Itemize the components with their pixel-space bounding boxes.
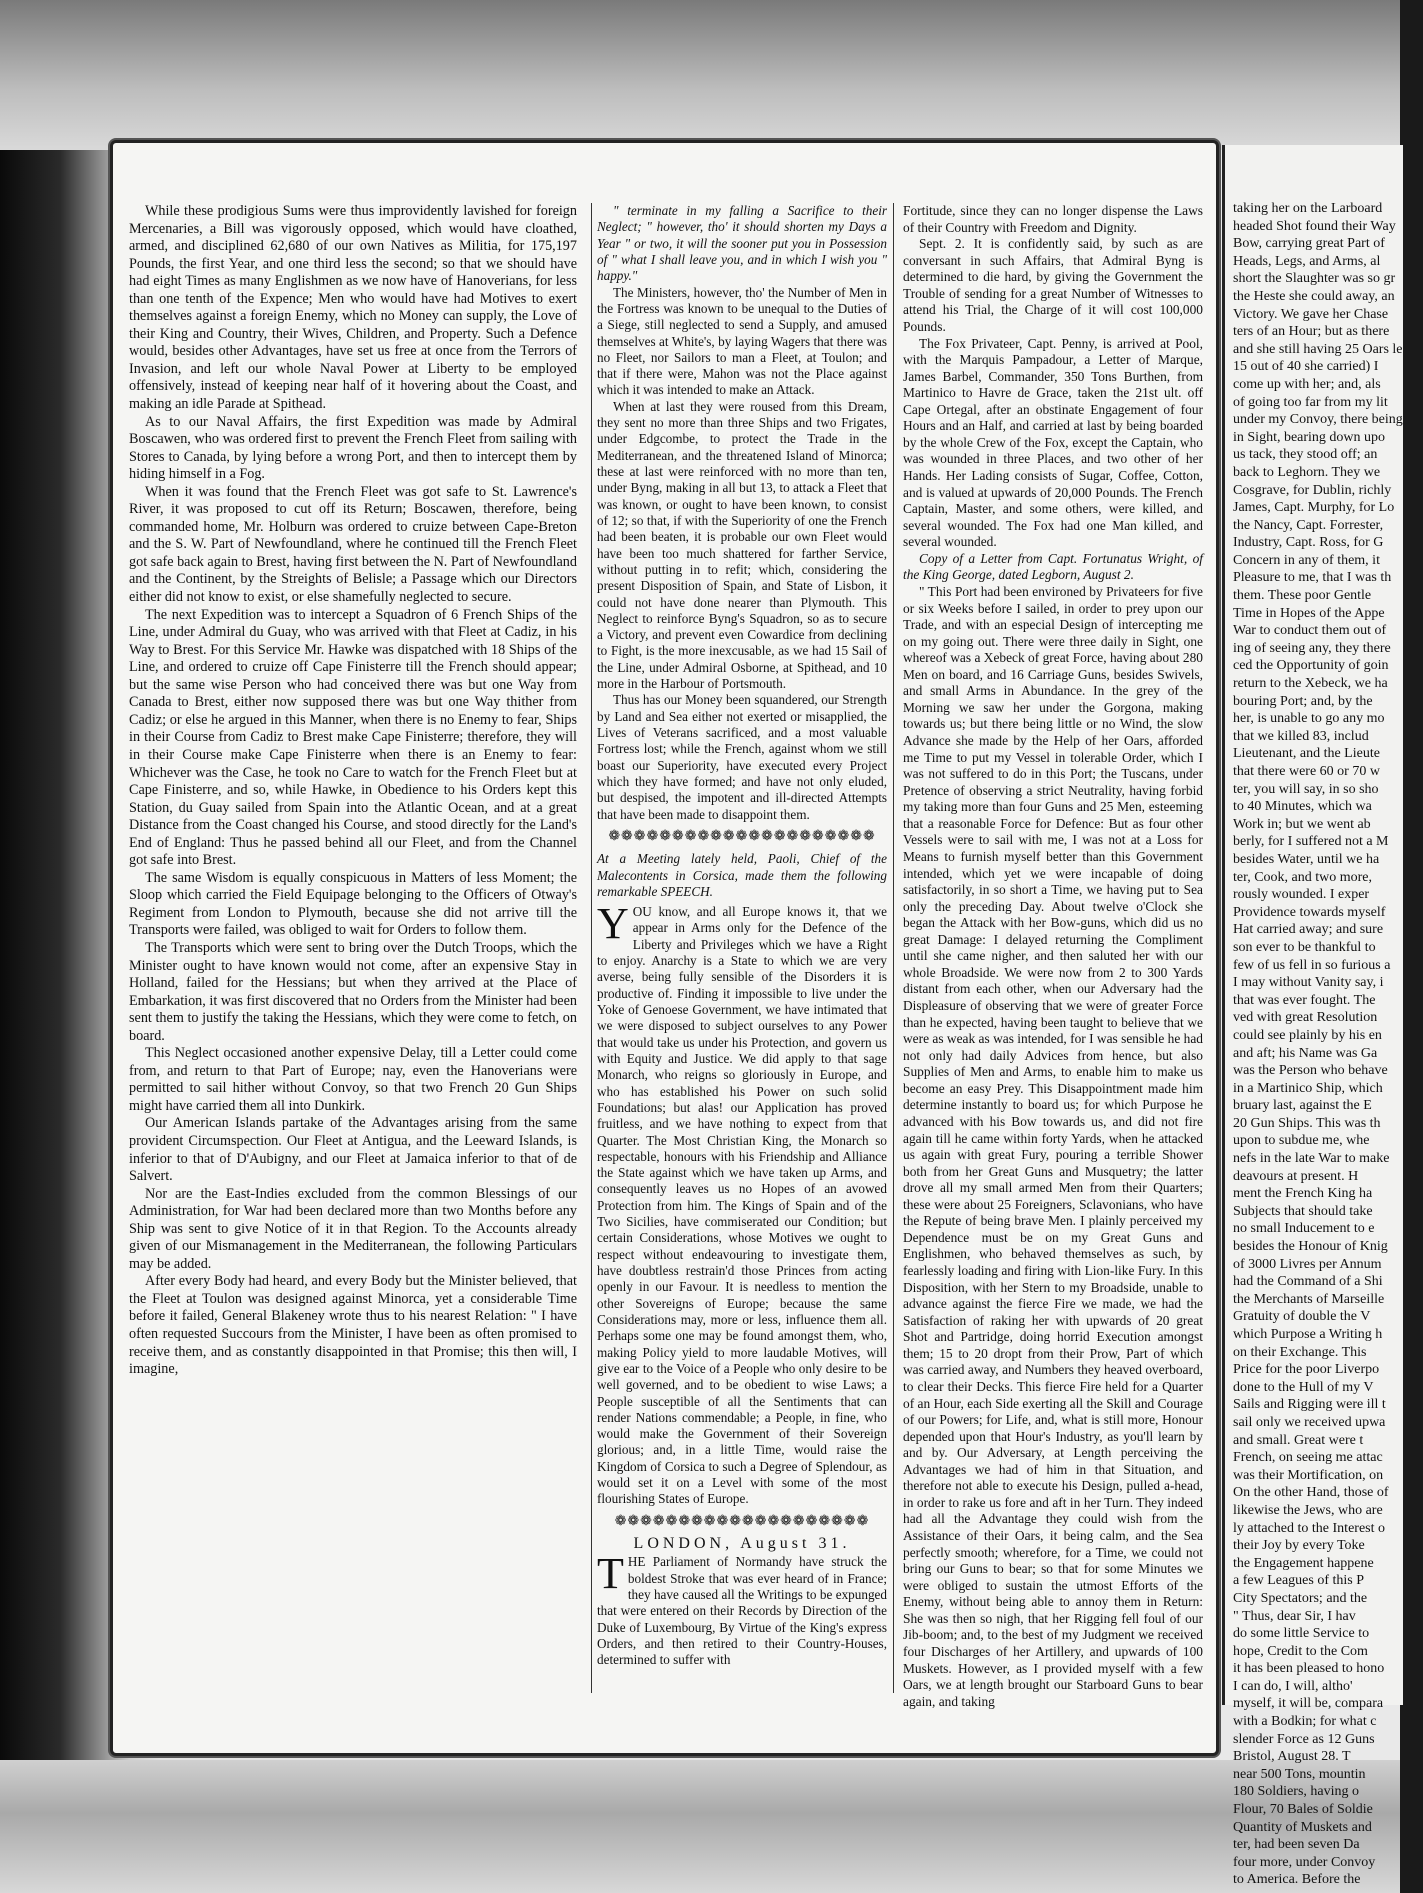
adjacent-page-line: few of us fell in so furious a [1233, 957, 1391, 973]
adjacent-page-line: Concern in any of them, it [1233, 552, 1380, 568]
speech [597, 899, 887, 1508]
adjacent-page-line: was their Mortification, on [1233, 1467, 1384, 1483]
adjacent-page-line: besides Water, until we ha [1233, 851, 1380, 867]
adjacent-page-line: the Merchants of Marseille [1233, 1291, 1385, 1307]
adjacent-page-line: done to the Hull of my V [1233, 1379, 1374, 1395]
adjacent-page-text [1233, 200, 1423, 1889]
london-report [597, 1549, 887, 1668]
adjacent-page-line: her, is unable to go any mo [1233, 711, 1385, 727]
adjacent-page-line: their Joy by every Toke [1233, 1538, 1365, 1554]
paragraph: Thus has our Money been squandered, our Strength by Land and Sea either not exerted or misapplied, the Lives of Veterans sacrificed, and a most valuable Fortress lost; while the French, against whom we still boast our Superiority, have executed every Project which they have formed; and have not only eluded, but despised, the impotent and ill-directed Attempts that have been made to disappoint them. [597, 692, 887, 822]
adjacent-page-line: us tack, they stood off; an [1233, 447, 1378, 463]
adjacent-page-line: the Nancy, Capt. Forrester, [1233, 517, 1384, 533]
paragraph: The Transports which were sent to bring over the Dutch Troops, which the Minister ought to have known would not come, after an expensive Stay in Holland, failed for the Hessians; but when they arrived at the Place of Embarkation, it was first discovered that no Orders from the Minister had been sent them to justify the taking the Hessians, which they were come to fetch, on board. [129, 939, 577, 1044]
adjacent-page-line: ter, had been seven Da [1233, 1837, 1360, 1853]
letter-text: " This Port had been environed by Privateers for five or six Weeks before I sailed, in order to prey upon our Trade, and with an especial Design of intercepting me on my going out. There were three daily in Sight, one whereof was a Xebeck of great Force, having about 280 Men on board, and 16 Carriage Guns, besides Swivels, and small Arms in Abundance. In the grey of the Morning we saw her under the Gorgona, making towards us; but there being little or no Wind, the slow Advance she made by the Help of her Oars, afforded me Time to put my Vessel in tolerable Order, which I was not suffered to do in this Port; the Tuscans, under Pretence of observing a strict Neutrality, having forbid my taking more than four Guns and 25 Men, esteeming that a reasonable Force for Defence: But as four other Vessels were to sail with me, I was not at a Loss for Means to furnish myself better than this Government intended, which yet we were incapable of doing satisfactorily, in so short a Time, we having put to Sea only the preceding Day. About twelve o'Clock she began the Attack with her Bow-guns, which did us no great Damage: I delayed returning the Compliment until she came nigher, and then saluted her with our whole Broadside. We were now from 2 to 300 Yards distant from each other, when our Adversary had the Displeasure of observing that we were of greater Force than he expected, having been taught to believe that we were as weak as was intended, for I was sensible he had not only had daily Advices from hence, but also Supplies of Men and Arms, to enable him to make us become an easy Prey. This Disappointment made him determine instantly to board us; for which Purpose he advanced with his Bow towards us, and did not fire again till he came within forty Yards, when he attacked us again with great Fury, pouring a terrible Shower both from her Great Guns and Musquetry; the latter drove all my small armed Men from their Quarters; these were about 25 Foreigners, Sclavonians, who have the Repute of being brave Men. I plainly perceived my Dependence must be on my Great Guns and Englishmen, who behaved themselves as such, by fearlessly loading and firing with Lion-like Fury. In this Disposition, with her Stern to my Broadside, unable to advance against the fierce Fire we made, we had the Satisfaction of raking her with upwards of 20 great Shot and Partridge, doing horrid Execution amongst them; 15 to 20 dropt from their Prow, Part of which was carried away, and Numbers they heaved overboard, to clear their Decks. This fierce Fire held for a Quarter of an Hour, each Side exerting all the Skill and Courage of our Powers; for Life, and, what is still more, Honour depended upon that Hour's Industry, as you'll learn by and by. Our Adversary, at Length perceiving the Advantages we had of him in that Situation, and therefore not able to execute his Design, pulled a-head, in order to rake us fore and aft in her Turn. They indeed had all the Advantage they could wish from the Assistance of their Oars, it being calm, and the Sea perfectly smooth; wherefore, for a Time, we could not bring our Guns to bear; so that for some Minutes we were obliged to sustain the utmost Efforts of the Enemy, without being able to annoy them in Return: She was then so nigh, that her Rigging fell foul of our Jib-boom; and, to the best of my Judgment we received four Discharges of her Artillery, and upwards of 100 Muskets. However, as I provided myself with a few Oars, we at length brought our Starboard Guns to bear again, and taking [903, 583, 1203, 1709]
adjacent-page-line: four more, under Convoy [1233, 1854, 1376, 1870]
adjacent-page-line: son ever to be thankful to [1233, 939, 1376, 955]
adjacent-page-line: ters of an Hour; but as there [1233, 324, 1390, 340]
adjacent-page-line: under my Convoy, there being [1233, 412, 1403, 428]
adjacent-page-line: to 40 Minutes, which wa [1233, 799, 1372, 815]
adjacent-page-line: Lieutenant, and the Lieute [1233, 746, 1380, 762]
adjacent-page-line: and small. Great were t [1233, 1432, 1364, 1448]
ornament-divider: ❁❁❁❁❁❁❁❁❁❁❁❁❁❁❁❁❁❁❁❁❁ [608, 828, 876, 844]
paragraph: When it was found that the French Fleet was got safe to St. Lawrence's River, it was proposed to cut off its Return; Boscawen, therefore, being commanded home, Mr. Holburn was ordered to cruize between Cape-Breton and the S. W. Part of Newfoundland, where he continued till the French Fleet got safe back again to Brest, having first between the N. Part of Newfoundland and the Continent, by the Streights of Belisle; a Passage which our Directors either did not know to exist, or else shamefully neglected to secure. [129, 483, 577, 606]
adjacent-page-line: Gratuity of double the V [1233, 1309, 1371, 1325]
newspaper-page [110, 140, 1219, 1756]
paragraph: As to our Naval Affairs, the first Expedition was made by Admiral Boscawen, who was ordered first to prevent the French Fleet from sailing with Stores to Canada, by lying before a wrong Port, and then to intercept them by hiding himself in a Fog. [129, 413, 577, 483]
adjacent-page-line: 180 Soldiers, having o [1233, 1784, 1359, 1800]
adjacent-page-line: sail only we received upwa [1233, 1414, 1386, 1430]
adjacent-page-line: Time in Hopes of the Appe [1233, 605, 1385, 621]
adjacent-page-line: had the Command of a Shi [1233, 1274, 1383, 1290]
adjacent-page-line: on their Exchange. This [1233, 1344, 1367, 1360]
adjacent-page-line: 20 Gun Ships. This was th [1233, 1115, 1381, 1131]
adjacent-page-line: Bristol, August 28. T [1233, 1749, 1351, 1765]
paragraph: After every Body had heard, and every Body but the Minister believed, that the Fleet at Toulon was designed against Minorca, yet a considerable Time before it failed, General Blakeney wrote thus to his nearest Relation: " I have often requested Succours from the Minister, I have been as often promised to receive them, and as constantly disappointed in that Promise; this then will, I imagine, [129, 1273, 577, 1378]
adjacent-page-line: come up with her; and, als [1233, 376, 1381, 392]
adjacent-page-line: French, on seeing me attac [1233, 1450, 1383, 1466]
adjacent-page-line: return to the Xebeck, we ha [1233, 676, 1388, 692]
adjacent-page-line: bruary last, against the E [1233, 1098, 1372, 1114]
adjacent-page-line: hope, Credit to the Com [1233, 1643, 1368, 1659]
adjacent-page-line: Industry, Capt. Ross, for G [1233, 535, 1384, 551]
adjacent-page-line: in Sight, bearing down upo [1233, 429, 1386, 445]
adjacent-page-line: ter, you will say, in so sho [1233, 781, 1379, 797]
adjacent-page-line: myself, it will be, compara [1233, 1696, 1384, 1712]
paragraph: Our American Islands partake of the Advantages arising from the same provident Circumspection. Our Fleet at Antigua, and the Leeward Islands, is inferior to that of D'Aubigny, and our Fleet at Jamaica inferior to that of de Salvert. [129, 1115, 577, 1185]
london-text: HE Parliament of Normandy have struck the boldest Stroke that was ever heard of in France; they have caused all the Writings to be expunged that were entered on their Records by Direction of the Duke of Luxembourg, By Virtue of the King's express Orders, and then retired to their Country-Houses, determined to suffer with [597, 1554, 887, 1668]
adjacent-page-line: Price for the poor Liverpo [1233, 1362, 1380, 1378]
adjacent-page-line: Flour, 70 Bales of Soldie [1233, 1802, 1373, 1818]
adjacent-page-line: nefs in the late War to make [1233, 1151, 1390, 1167]
paragraph: The same Wisdom is equally conspicuous in Matters of less Moment; the Sloop which carried the Field Equipage belonging to the Officers of Otway's Regiment from London to Plymouth, because she did not arrive till the Transports were failed, was obliged to wait for Orders to follow them. [129, 869, 577, 939]
adjacent-page-line: deavours at present. H [1233, 1168, 1359, 1184]
adjacent-page-line: that we killed 83, includ [1233, 728, 1369, 744]
adjacent-page-line: of 3000 Livres per Annum [1233, 1256, 1382, 1272]
adjacent-page-line: it has been pleased to hono [1233, 1661, 1385, 1677]
adjacent-page-line: taking her on the Larboard [1233, 201, 1383, 216]
scan-bottom-shadow [0, 1760, 1400, 1893]
adjacent-page-line: Sails and Rigging were ill t [1233, 1397, 1386, 1413]
adjacent-page-line: bouring Port; and, by the [1233, 693, 1373, 709]
adjacent-page-line: with a Bodkin; for what c [1233, 1714, 1377, 1730]
adjacent-page-line: them. These poor Gentle [1233, 588, 1372, 604]
drop-cap: T [597, 1549, 624, 1599]
ornament-divider: ❁❁❁❁❁❁❁❁❁❁❁❁❁❁❁❁❁❁❁❁ [614, 1513, 870, 1529]
adjacent-page-line: short the Slaughter was so gr [1233, 271, 1396, 287]
paragraph: Nor are the East-Indies excluded from the common Blessings of our Administration, for War had been declared more than two Months before any Ship was sent to give Notice of it in that Region. To the Accounts already given of our Mismanagement in the Mediterranean, the following Particulars may be added. [129, 1185, 577, 1272]
adjacent-page-line: that there were 60 or 70 w [1233, 764, 1380, 779]
letter-heading: Copy of a Letter from Capt. Fortunatus Wright, of the King George, dated Legborn, August 2. [903, 550, 1203, 583]
adjacent-page-line: ment the French King ha [1233, 1186, 1373, 1202]
scan-top-shadow [0, 0, 1400, 150]
adjacent-page-line: ly attached to the Interest o [1233, 1520, 1385, 1536]
column-2 [597, 203, 887, 1669]
adjacent-page [1222, 145, 1403, 1888]
adjacent-page-line: Bow, carrying great Part of [1233, 236, 1385, 252]
adjacent-page-line: Victory. We gave her Chase [1233, 306, 1389, 322]
adjacent-page-line: which Purpose a Writing h [1233, 1327, 1383, 1342]
adjacent-page-line: headed Shot found their Way [1233, 218, 1396, 234]
adjacent-page-line: Subjects that should take [1233, 1203, 1373, 1219]
adjacent-page-line: could see plainly by his en [1233, 1027, 1382, 1043]
adjacent-page-line: " Thus, dear Sir, I hav [1233, 1608, 1356, 1624]
adjacent-page-line: a few Leagues of this P [1233, 1573, 1365, 1589]
adjacent-page-line: besides the Honour of Knig [1233, 1239, 1388, 1255]
paragraph: Fortitude, since they can no longer dispense the Laws of their Country with Freedom and Dignity. [903, 203, 1203, 235]
adjacent-page-line: James, Capt. Murphy, for Lo [1233, 500, 1395, 516]
paragraph: While these prodigious Sums were thus improvidently lavished for foreign Mercenaries, a Bill was vigorously opposed, which would have cloathed, armed, and disciplined 62,680 of our own Natives as Militia, for 175,197 Pounds, the first Year, and one third less the second; so that we should have had eight Times as many Englishmen as we now have of Hanoverians, for less than one tenth of the Expence; Men who would have had Motives to exert themselves against a foreign Enemy, which no Money can supply, the Love of their King and Country, their Wives, Children, and Property. Such a Defence would, besides other Advantages, have set us free at once from the Terrors of Invasion, and left our whole Naval Power at Liberty to be employed offensively, instead of keeping near half of it hovering about the Coast, and making an idle Parade at Spithead. [129, 203, 577, 413]
column-1 [129, 203, 577, 1379]
adjacent-page-line: City Spectators; and the [1233, 1590, 1368, 1606]
adjacent-page-line: Work in; but we went ab [1233, 816, 1371, 832]
column-rule [893, 203, 894, 1693]
paragraph: Sept. 2. It is confidently said, by such as are conversant in such Affairs, that Admiral Byng is determined to die hard, by giving the Government the Trouble of sending for a great Number of Witnesses to attend his Trial, the Charge of it will cost 100,000 Pounds. [903, 236, 1203, 334]
adjacent-page-line: the Heste she could away, an [1233, 288, 1395, 304]
adjacent-page-line: that was ever fought. The [1233, 992, 1376, 1008]
adjacent-page-line: of going too far from my lit [1233, 394, 1388, 410]
adjacent-page-line: near 500 Tons, mountin [1233, 1766, 1366, 1782]
paragraph: The Fox Privateer, Capt. Penny, is arrived at Pool, with the Marquis Pampadour, a Letter of Marque, James Barbel, Commander, 350 Tons Burthen, from Martinico to Havre de Grace, taken the 21st ult. off Cape Ortegal, after an obstinate Engagement of four Hours and an Half, and carried at last by being boarded by the whole Crew of the Fox, except the Captain, who was wounded in three Places, and two other of her Hands. Her Lading consists of Sugar, Coffee, Cotton, and is valued at upwards of 20,000 Pounds. The French Captain, Master, and some others, were killed, and several wounded. The Fox had one Man killed, and several wounded. [903, 335, 1203, 550]
adjacent-page-line: rously wounded. I exper [1233, 887, 1370, 903]
paragraph: " terminate in my falling a Sacrifice to their Neglect; " however, tho' it should shorten my Days a Year " or two, it will the sooner put you in Possession of " what I shall leave you, and in which I wish you " happy." [597, 203, 887, 284]
paragraph: When at last they were roused from this Dream, they sent no more than three Ships and two Frigates, under Edgcombe, to protect the Trade in the Mediterranean, and the threatened Island of Minorca; these at last were reinforced with no more than ten, under Byng, making in all but 13, to attack a Fleet that was known, or ought to have been known, to consist of 12; so that, if with the Superiority of one the French had been beaten, it is probable our own Fleet would have been too much shattered for farther Service, without putting in to refit; which, considering the present Disposition of Spain, and State of Lisbon, it could not have done nearer than Plymouth. This Neglect to reinforce Byng's Squadron, so as to secure a Victory, and prevent even Cowardice from declining to Fight, is the more inexcusable, as we had 15 Sail of the Line, under Admiral Osborne, at Spithead, and 10 more in the Harbour of Portsmouth. [597, 398, 887, 692]
paragraph: The Ministers, however, tho' the Number of Men in the Fortress was known to be unequal to the Duties of a Siege, still neglected to send a Supply, and amused themselves at White's, by laying Wagers that there was no Fleet, nor Sailors to man a Fleet, at Toulon; and that if there were, Mahon was not the Place against which it was intended to make an Attack. [597, 284, 887, 398]
adjacent-page-line: and aft; his Name was Ga [1233, 1045, 1378, 1061]
adjacent-page-line: ced the Opportunity of goin [1233, 658, 1389, 674]
adjacent-page-line: Heads, Legs, and Arms, al [1233, 253, 1381, 269]
column-rule [591, 203, 592, 1693]
adjacent-page-line: Cosgrave, for Dublin, richly [1233, 482, 1392, 498]
adjacent-page-line: do some little Service to [1233, 1626, 1370, 1642]
adjacent-page-line: I may without Vanity say, i [1233, 975, 1384, 991]
adjacent-page-line: the Engagement happene [1233, 1555, 1374, 1571]
speech-text: OU know, and all Europe knows it, that we appear in Arms only for the Defence of the Liberty and Privileges which we have a Right to enjoy. Anarchy is a State to which we are very averse, being fully sensible of the Disorders it is productive of. Finding it impossible to live under the Yoke of Genoese Government, we have intimated that we were disposed to subject ourselves to any Power that would take us under his Protection, and govern us with Equity and Justice. We did apply to that sage Monarch, who reigns so gloriously in Europe, and who has established his Power on such solid Foundations; but alas! our Application has proved fruitless, and we have nothing to expect from that Quarter. The Most Christian King, the Monarch so respectable, honours with his Friendship and Alliance the State against which we have taken up Arms, and consequently leaves us no Hopes of an avowed Protection from him. The Kings of Spain and of the Two Sicilies, have commiserated our Condition; but certain Considerations, whose Motives we ought to respect without endeavouring to investigate them, have doubtless restrain'd those Princes from acting openly in our Favour. It is needless to mention the other Sovereigns of Europe; because the same Considerations may, more or less, influence them all. Perhaps some one may be found amongst them, who, making Policy yield to more laudable Motives, will give ear to the Voice of a People who only desire to be well governed, and to be obedient to wise Laws; a People susceptible of all the Sentiments that can render Nations commendable; a People, in fine, who would make the Government of their Sovereign glorious; and, in a little Time, would raise the Kingdom of Corsica to such a Degree of Splendour, as would set it on a Level with some of the most flourishing States of Europe. [597, 904, 887, 1507]
adjacent-page-line: upon to subdue me, whe [1233, 1133, 1370, 1149]
adjacent-page-line: to America. Before the [1233, 1872, 1361, 1888]
adjacent-page-line: ing of seeing any, they there [1233, 640, 1391, 656]
paragraph: The next Expedition was to intercept a Squadron of 6 French Ships of the Line, under Admiral du Guay, who was arrived with that Fleet at Cadiz, in his Way to Brest. For this Service Mr. Hawke was dispatched with 18 Ships of the Line, and ordered to cruize off Cape Finisterre till the French should appear; but the same wise Person who had conceived there was but one Way from Canada to Brest, either now supposed there was but one Way thither from Cadiz; or else he argued in this Manner, when there is no Enemy to fear, Ships in their Course from Cadiz to Brest make Cape Finisterre; therefore, they will in their Course make Cape Finisterre when there is an Enemy to fear: Whichever was the Case, he took no Care to watch for the French Fleet but at Cape Finisterre, and so, while Hawke, in Obedience to his Orders kept this Station, du Guay sailed from Spain into the Atlantic Ocean, and at a great Distance from the Coast changed his Course, and stood directly for the Land's End of England: Thus he passed behind all our Fleet, and from the Channel got safe into Brest. [129, 606, 577, 869]
adjacent-page-line: ved with great Resolution [1233, 1010, 1378, 1026]
adjacent-page-line: back to Leghorn. They we [1233, 464, 1381, 480]
adjacent-page-line: and she still having 25 Oars le [1233, 341, 1403, 357]
meeting-heading: At a Meeting lately held, Paoli, Chief of the Malecontents in Corsica, made them the following remarkable SPEECH. [597, 851, 887, 899]
adjacent-page-line: in a Martinico Ship, which [1233, 1080, 1383, 1096]
adjacent-page-line: was the Person who behave [1233, 1063, 1388, 1079]
adjacent-page-line: slender Force as 12 Guns [1233, 1731, 1375, 1747]
adjacent-page-line: Pleasure to me, that I was th [1233, 570, 1392, 586]
adjacent-page-line: Providence towards myself [1233, 904, 1386, 920]
adjacent-page-line: 15 out of 40 she carried) I [1233, 359, 1379, 375]
london-heading: LONDON, August 31. [633, 1535, 851, 1552]
adjacent-page-line: no small Inducement to e [1233, 1221, 1375, 1237]
adjacent-page-line: likewise the Jews, who are [1233, 1502, 1383, 1518]
adjacent-page-line: On the other Hand, those of [1233, 1485, 1389, 1501]
adjacent-page-line: War to conduct them out of [1233, 623, 1387, 639]
paragraph: This Neglect occasioned another expensive Delay, till a Letter could come from, and return to that Part of Europe; nay, even the Hanoverians were permitted to sail hither without Convoy, so that two French 20 Gun Ships might have carried them all into Dunkirk. [129, 1045, 577, 1114]
adjacent-page-line: ter, Cook, and two more, [1233, 869, 1373, 885]
drop-cap: Y [597, 899, 629, 949]
column-3 [903, 203, 1203, 1710]
adjacent-page-line: Quantity of Muskets and [1233, 1819, 1372, 1835]
adjacent-page-line: Hat carried away; and sure [1233, 922, 1384, 938]
adjacent-page-line: I can do, I will, altho' [1233, 1678, 1353, 1694]
adjacent-page-line: berly, for I suffered not a M [1233, 834, 1389, 850]
